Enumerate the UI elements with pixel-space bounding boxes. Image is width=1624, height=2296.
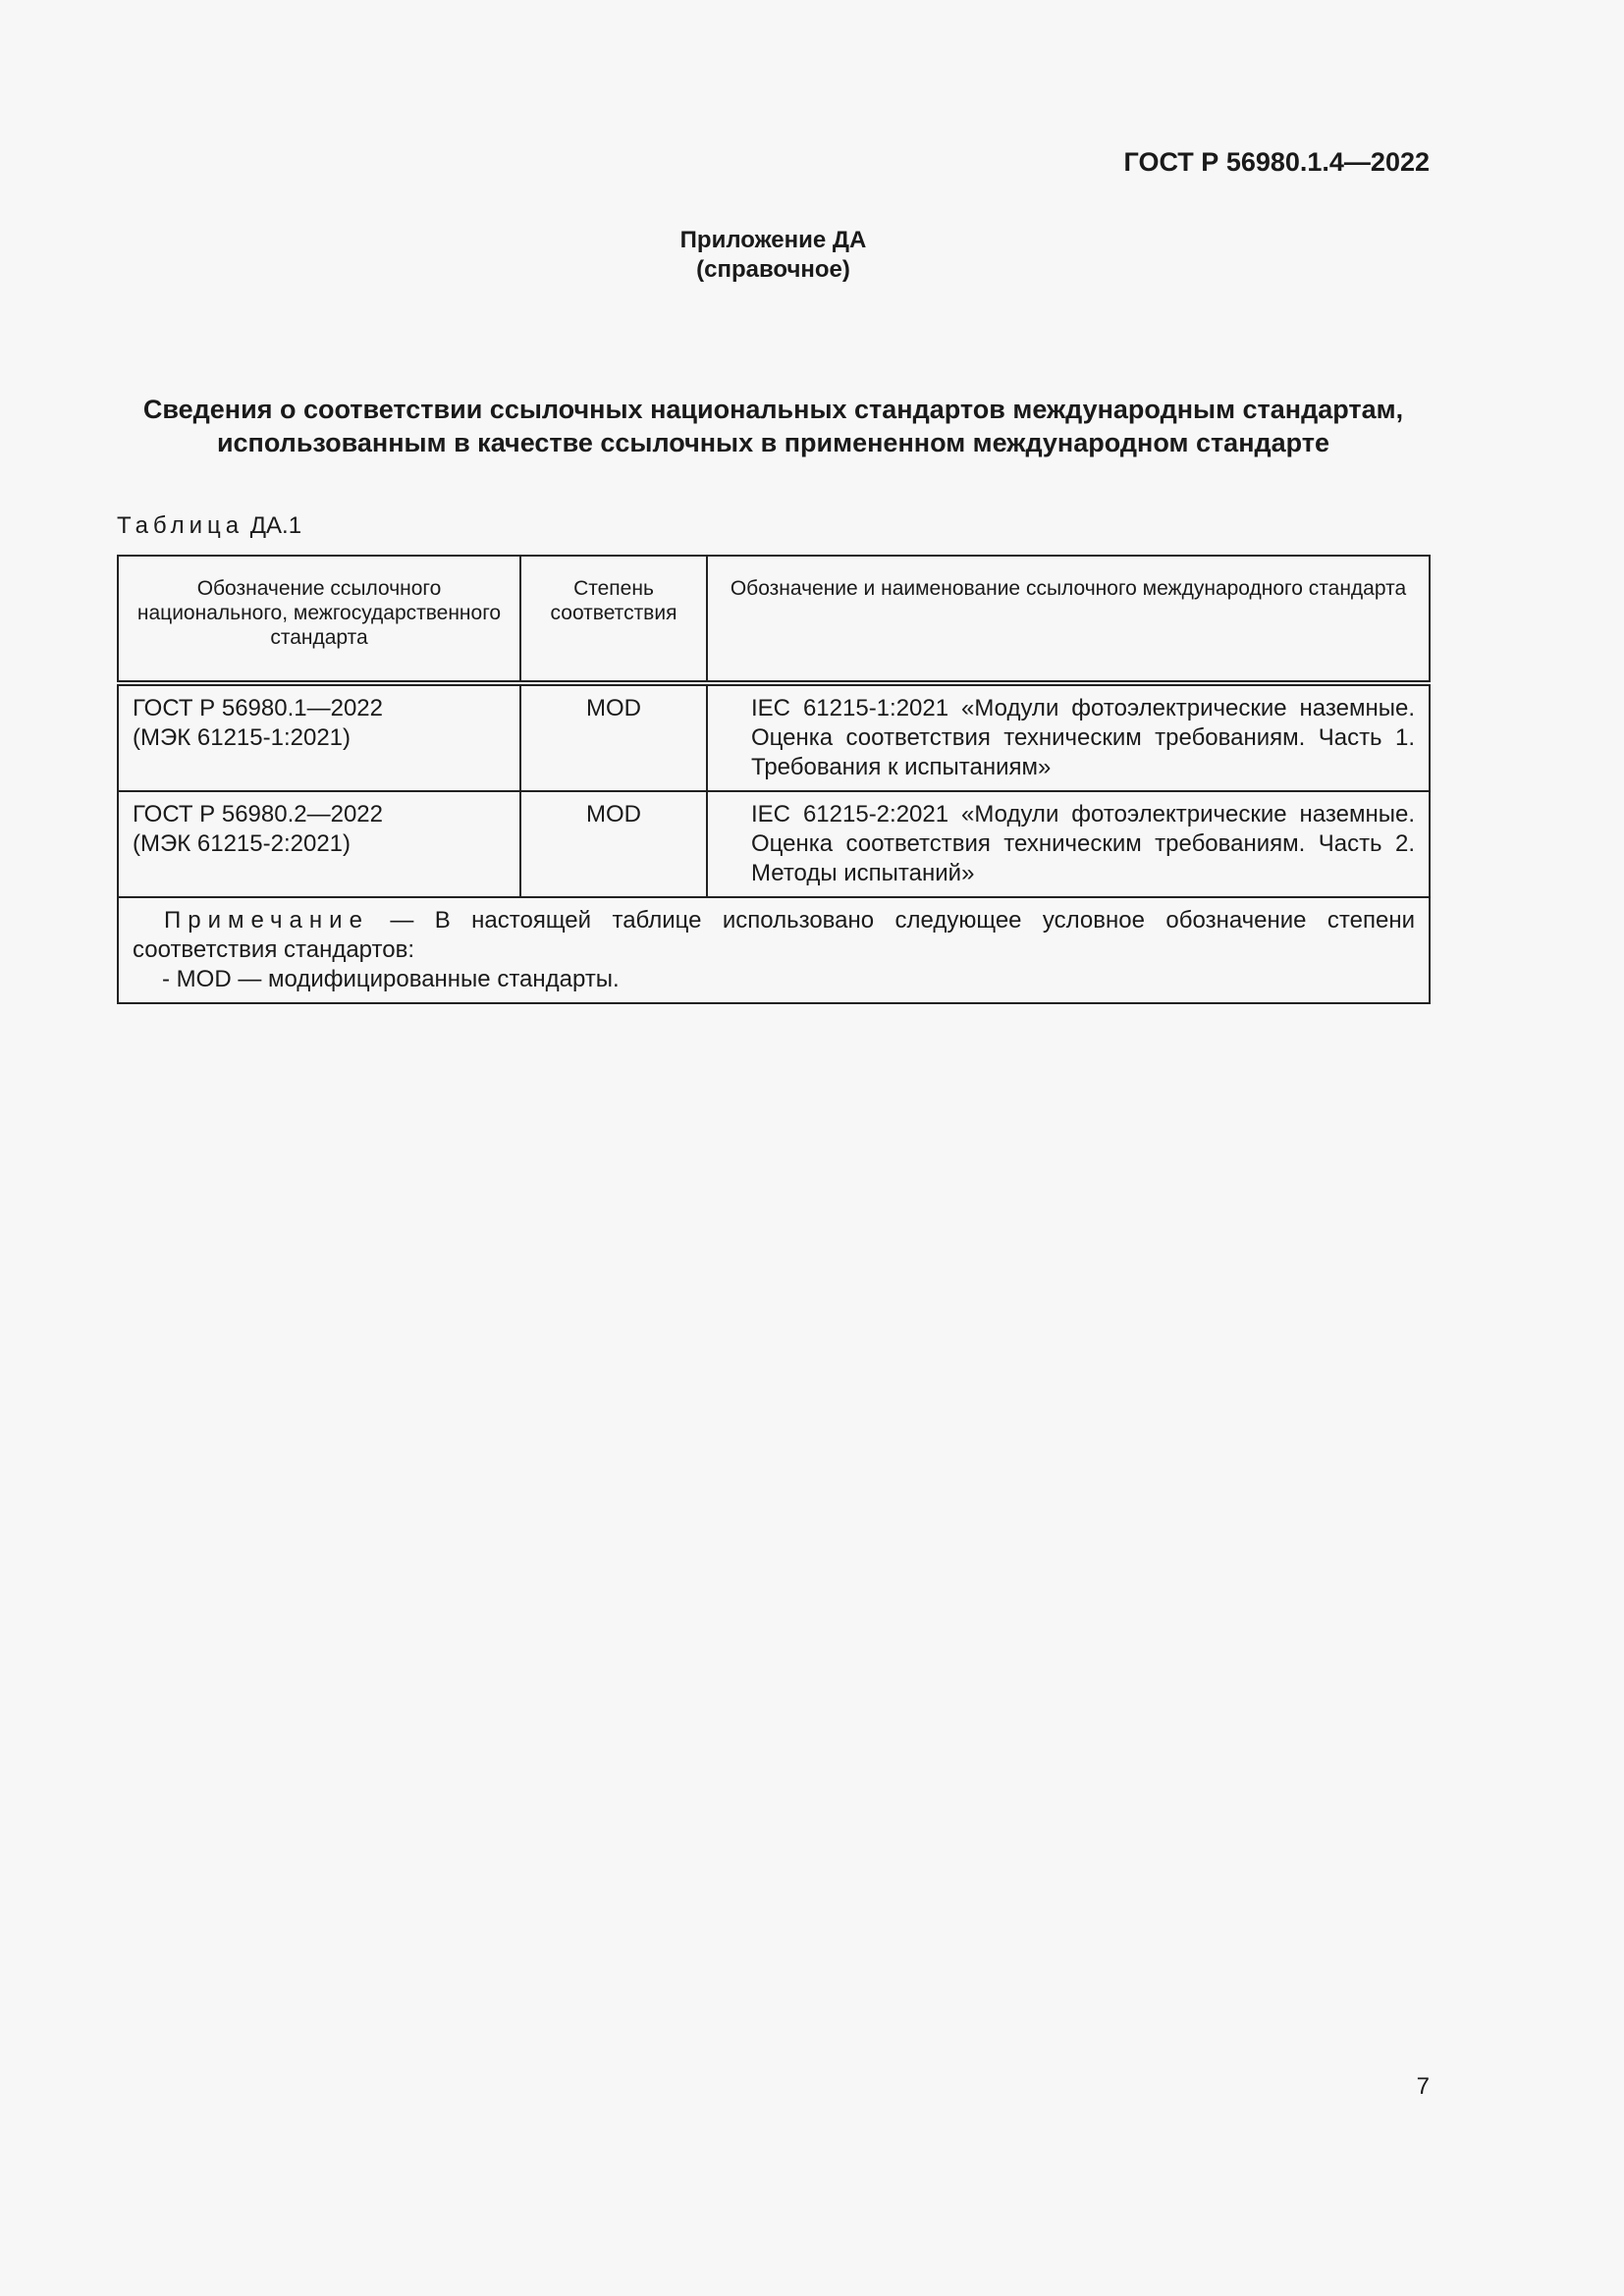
national-standard-code: ГОСТ Р 56980.1—2022 — [133, 695, 383, 721]
table-note-row — [118, 897, 1430, 1003]
international-standard-text: IEC 61215-2:2021 «Модули фотоэлектрические наземные. Оценка соответствия техническим требованиям. Часть 2. Методы испытаний» — [751, 801, 1415, 886]
appendix-title: Приложение ДА — [679, 227, 867, 253]
note-list-item: - MOD — модифицированные стандарты. — [162, 966, 620, 992]
section-title-line-1: Сведения о соответствии ссылочных национальных стандартов международным стандартам, — [142, 395, 1404, 424]
cell-national-standard — [118, 683, 520, 791]
table-header-row — [118, 556, 1430, 683]
international-standard-text: IEC 61215-1:2021 «Модули фотоэлектрические наземные. Оценка соответствия техническим требованиям. Часть 1. Требования к испытаниям» — [751, 695, 1415, 780]
appendix-subtitle: (справочное) — [696, 256, 850, 283]
page-number: 7 — [1416, 2073, 1430, 2100]
note-paragraph — [133, 906, 1415, 965]
reference-standards-table — [117, 555, 1431, 1004]
section-title-line-2: использованным в качестве ссылочных в примененном международном стандарте — [216, 428, 1330, 457]
national-standard-mek: (МЭК 61215-2:2021) — [133, 830, 352, 857]
cell-international-standard — [707, 683, 1430, 791]
note-label: Примечание — [164, 907, 369, 934]
national-standard-mek: (МЭК 61215-1:2021) — [133, 724, 352, 751]
table-caption-label: Таблица — [117, 512, 244, 539]
cell-national-standard — [118, 791, 520, 897]
cell-international-standard — [707, 791, 1430, 897]
table-caption-number: ДА.1 — [249, 512, 302, 539]
note-text: — В настоящей таблице использовано следующее условное обозначение степени соответствия стандартов: — [133, 907, 1415, 963]
header-degree: Степень соответствия — [520, 556, 707, 683]
section-title — [108, 393, 1438, 459]
cell-degree: MOD — [520, 683, 707, 791]
table-note — [118, 897, 1430, 1003]
appendix-heading — [0, 226, 1546, 285]
table-caption — [117, 512, 301, 540]
header-national-standard: Обозначение ссылочного национального, межгосударственного стандарта — [118, 556, 520, 683]
table-row — [118, 683, 1430, 791]
header-international-standard: Обозначение и наименование ссылочного международного стандарта — [707, 556, 1430, 683]
national-standard-code: ГОСТ Р 56980.2—2022 — [133, 801, 383, 828]
cell-degree: MOD — [520, 791, 707, 897]
table-row — [118, 791, 1430, 897]
document-code: ГОСТ Р 56980.1.4—2022 — [1123, 147, 1430, 177]
